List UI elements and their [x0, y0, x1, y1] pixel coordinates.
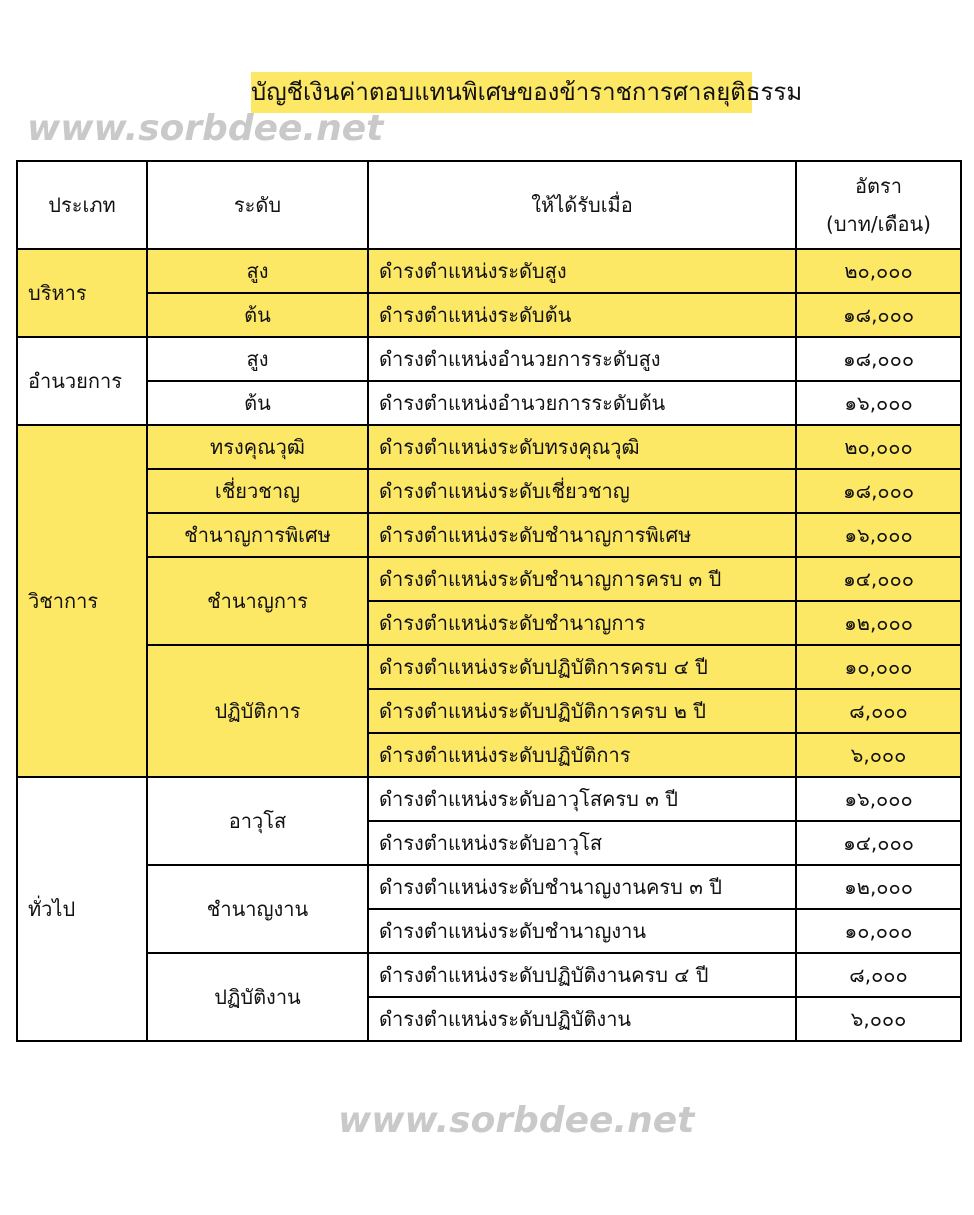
- table-row: [17, 337, 961, 381]
- condition-cell: ดำรงตำแหน่งระดับชำนาญการพิเศษ: [368, 513, 796, 557]
- rate-cell: ๑๖,๐๐๐: [796, 513, 961, 557]
- condition-cell: ดำรงตำแหน่งระดับปฏิบัติการครบ ๒ ปี: [368, 689, 796, 733]
- header-row: [17, 161, 961, 249]
- level-cell: ต้น: [147, 381, 368, 425]
- rate-cell: ๑๐,๐๐๐: [796, 645, 961, 689]
- rate-cell: ๘,๐๐๐: [796, 953, 961, 997]
- condition-cell: ดำรงตำแหน่งระดับสูง: [368, 249, 796, 293]
- rate-cell: ๑๘,๐๐๐: [796, 337, 961, 381]
- table-row: [17, 557, 961, 601]
- condition-cell: ดำรงตำแหน่งระดับปฏิบัติงาน: [368, 997, 796, 1041]
- table-row: [17, 865, 961, 909]
- condition-cell: ดำรงตำแหน่งระดับชำนาญการ: [368, 601, 796, 645]
- document-title: บัญชีเงินค่าตอบแทนพิเศษของข้าราชการศาลยุติธรรม: [251, 72, 752, 113]
- level-cell: สูง: [147, 337, 368, 381]
- compensation-table: [16, 160, 962, 1042]
- header-type: ประเภท: [17, 161, 147, 249]
- rate-cell: ๑๖,๐๐๐: [796, 777, 961, 821]
- type-cell: อำนวยการ: [17, 337, 147, 425]
- rate-cell: ๘,๐๐๐: [796, 689, 961, 733]
- level-cell: ปฏิบัติงาน: [147, 953, 368, 1041]
- rate-cell: ๑๘,๐๐๐: [796, 469, 961, 513]
- rate-cell: ๑๘,๐๐๐: [796, 293, 961, 337]
- condition-cell: ดำรงตำแหน่งระดับอาวุโสครบ ๓ ปี: [368, 777, 796, 821]
- condition-cell: ดำรงตำแหน่งระดับอาวุโส: [368, 821, 796, 865]
- level-cell: ทรงคุณวุฒิ: [147, 425, 368, 469]
- rate-cell: ๒๐,๐๐๐: [796, 425, 961, 469]
- rate-cell: ๑๖,๐๐๐: [796, 381, 961, 425]
- rate-cell: ๑๔,๐๐๐: [796, 557, 961, 601]
- header-condition: ให้ได้รับเมื่อ: [368, 161, 796, 249]
- header-rate: [796, 161, 961, 249]
- condition-cell: ดำรงตำแหน่งระดับปฏิบัติการ: [368, 733, 796, 777]
- level-cell: อาวุโส: [147, 777, 368, 865]
- table-row: [17, 381, 961, 425]
- rate-cell: ๖,๐๐๐: [796, 733, 961, 777]
- condition-cell: ดำรงตำแหน่งอำนวยการระดับต้น: [368, 381, 796, 425]
- table-row: [17, 249, 961, 293]
- watermark-top: www.sorbdee.net: [27, 108, 384, 149]
- condition-cell: ดำรงตำแหน่งอำนวยการระดับสูง: [368, 337, 796, 381]
- level-cell: สูง: [147, 249, 368, 293]
- table-row: [17, 777, 961, 821]
- type-cell: ทั่วไป: [17, 777, 147, 1041]
- condition-cell: ดำรงตำแหน่งระดับเชี่ยวชาญ: [368, 469, 796, 513]
- condition-cell: ดำรงตำแหน่งระดับปฏิบัติการครบ ๔ ปี: [368, 645, 796, 689]
- watermark-bottom: www.sorbdee.net: [338, 1100, 695, 1141]
- condition-cell: ดำรงตำแหน่งระดับชำนาญงาน: [368, 909, 796, 953]
- level-cell: ชำนาญการพิเศษ: [147, 513, 368, 557]
- condition-cell: ดำรงตำแหน่งระดับปฏิบัติงานครบ ๔ ปี: [368, 953, 796, 997]
- level-cell: เชี่ยวชาญ: [147, 469, 368, 513]
- level-cell: ชำนาญการ: [147, 557, 368, 645]
- condition-cell: ดำรงตำแหน่งระดับชำนาญการครบ ๓ ปี: [368, 557, 796, 601]
- table-row: [17, 953, 961, 997]
- rate-cell: ๑๒,๐๐๐: [796, 865, 961, 909]
- level-cell: ปฏิบัติการ: [147, 645, 368, 777]
- header-rate-line2: (บาท/เดือน): [826, 212, 931, 236]
- table-row: [17, 645, 961, 689]
- rate-cell: ๒๐,๐๐๐: [796, 249, 961, 293]
- rate-cell: ๑๔,๐๐๐: [796, 821, 961, 865]
- condition-cell: ดำรงตำแหน่งระดับชำนาญงานครบ ๓ ปี: [368, 865, 796, 909]
- table-row: [17, 293, 961, 337]
- header-level: ระดับ: [147, 161, 368, 249]
- table-row: [17, 513, 961, 557]
- type-cell: วิชาการ: [17, 425, 147, 777]
- rate-cell: ๑๒,๐๐๐: [796, 601, 961, 645]
- rate-cell: ๖,๐๐๐: [796, 997, 961, 1041]
- rate-cell: ๑๐,๐๐๐: [796, 909, 961, 953]
- table-body: [17, 249, 961, 1041]
- level-cell: ต้น: [147, 293, 368, 337]
- level-cell: ชำนาญงาน: [147, 865, 368, 953]
- table-row: [17, 425, 961, 469]
- condition-cell: ดำรงตำแหน่งระดับทรงคุณวุฒิ: [368, 425, 796, 469]
- type-cell: บริหาร: [17, 249, 147, 337]
- table-row: [17, 469, 961, 513]
- header-rate-line1: อัตรา: [855, 174, 902, 198]
- condition-cell: ดำรงตำแหน่งระดับต้น: [368, 293, 796, 337]
